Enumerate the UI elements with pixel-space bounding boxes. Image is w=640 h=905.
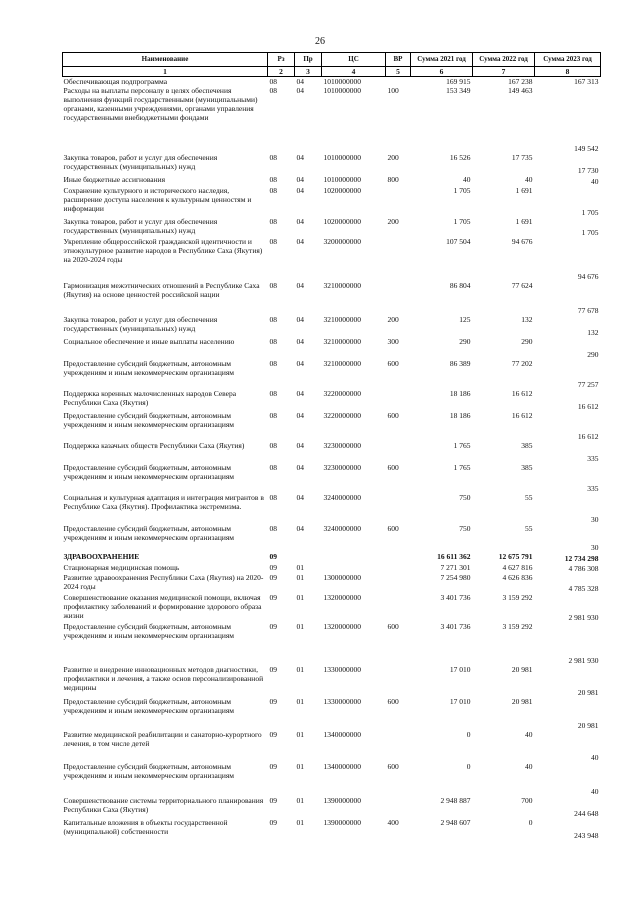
row-rz: 08 bbox=[269, 411, 277, 420]
row-vr: 600 bbox=[387, 359, 399, 368]
row-pr: 04 bbox=[296, 337, 304, 346]
row-sum-2021: 169 915 bbox=[446, 77, 471, 86]
row-cs: 1340000000 bbox=[323, 730, 361, 739]
row-sum-2022: 1 691 bbox=[515, 217, 533, 226]
row-sum-2022: 167 238 bbox=[508, 77, 533, 86]
row-name: Развитие здравоохранения Республики Саха (Якутия) на 2020-2024 годы bbox=[63, 573, 264, 591]
row-vr: 800 bbox=[387, 175, 399, 184]
row-vr: 600 bbox=[387, 524, 399, 533]
row-rz: 09 bbox=[269, 818, 277, 827]
row-vr bbox=[386, 563, 411, 573]
row-name: Развитие медицинской реабилитации и санаторно-курортного лечения, в том числе детей bbox=[63, 730, 262, 748]
row-sum-2023: 20 981 bbox=[577, 688, 599, 697]
row-rz: 09 bbox=[269, 563, 277, 572]
row-sum-2022: 4 627 816 bbox=[502, 563, 533, 572]
row-sum-2023: 132 bbox=[587, 328, 599, 337]
row-name: Социальное обеспечение и иные выплаты населению bbox=[63, 337, 235, 346]
table-row bbox=[63, 563, 601, 573]
row-sum-2023: 2 981 930 bbox=[568, 613, 599, 622]
row-sum-2022: 385 bbox=[521, 441, 533, 450]
row-sum-2022: 700 bbox=[521, 796, 533, 805]
row-rz: 09 bbox=[269, 762, 277, 771]
row-sum-2021: 86 804 bbox=[449, 281, 471, 290]
row-name: Поддержка коренных малочисленных народов Севера Республики Саха (Якутия) bbox=[63, 389, 237, 407]
row-cs: 1300000000 bbox=[323, 573, 361, 582]
row-pr: 01 bbox=[296, 796, 304, 805]
col-number: 2 bbox=[268, 67, 295, 77]
row-vr bbox=[386, 281, 411, 315]
row-sum-2023: 30 bbox=[591, 515, 599, 524]
row-sum-2023: 12 734 298 bbox=[564, 554, 599, 563]
row-pr: 01 bbox=[296, 573, 304, 582]
col-number: 7 bbox=[473, 67, 535, 77]
table-row bbox=[63, 552, 601, 563]
header-vr: ВР bbox=[386, 53, 411, 67]
row-vr: 400 bbox=[387, 818, 399, 827]
row-sum-2023: 167 313 bbox=[574, 77, 599, 86]
row-cs: 1340000000 bbox=[323, 762, 361, 771]
row-cs: 1390000000 bbox=[323, 796, 361, 805]
row-name: Предоставление субсидий бюджетным, автономным учреждениям и иным некоммерческим организациям bbox=[63, 762, 235, 780]
header-sum-2022: Сумма 2022 год bbox=[473, 53, 535, 67]
row-rz: 08 bbox=[269, 175, 277, 184]
row-cs: 3210000000 bbox=[323, 337, 361, 346]
row-name: Закупка товаров, работ и услуг для обеспечения государственных (муниципальных) нужд bbox=[63, 217, 218, 235]
row-pr: 01 bbox=[296, 665, 304, 674]
row-sum-2021: 16 611 362 bbox=[437, 552, 471, 561]
table-row bbox=[63, 86, 601, 153]
table-row bbox=[63, 524, 601, 552]
row-rz: 08 bbox=[269, 153, 277, 162]
row-rz: 09 bbox=[269, 552, 277, 561]
row-sum-2021: 2 948 887 bbox=[440, 796, 471, 805]
row-sum-2022: 17 735 bbox=[511, 153, 533, 162]
row-cs: 1020000000 bbox=[323, 217, 361, 226]
row-sum-2021: 40 bbox=[463, 175, 471, 184]
row-rz: 08 bbox=[269, 77, 277, 86]
row-sum-2022: 77 202 bbox=[511, 359, 533, 368]
row-sum-2021: 107 504 bbox=[446, 237, 471, 246]
col-number: 5 bbox=[386, 67, 411, 77]
row-cs: 3220000000 bbox=[323, 389, 361, 398]
row-name: ЗДРАВООХРАНЕНИЕ bbox=[63, 552, 140, 561]
table-row bbox=[63, 593, 601, 622]
row-sum-2022: 0 bbox=[528, 818, 533, 827]
table-row bbox=[63, 175, 601, 186]
header-sum-2021: Сумма 2021 год bbox=[411, 53, 473, 67]
table-row bbox=[63, 818, 601, 840]
row-vr bbox=[386, 552, 411, 563]
row-name: Поддержка казачьих обществ Республики Саха (Якутия) bbox=[63, 441, 245, 450]
table-row bbox=[63, 493, 601, 524]
row-cs: 1330000000 bbox=[323, 665, 361, 674]
row-pr: 04 bbox=[296, 281, 304, 290]
row-sum-2023: 243 948 bbox=[574, 831, 599, 840]
row-cs: 1320000000 bbox=[323, 593, 361, 602]
row-sum-2021: 17 010 bbox=[449, 697, 471, 706]
row-pr: 04 bbox=[296, 493, 304, 502]
row-sum-2021: 125 bbox=[459, 315, 471, 324]
row-name: Предоставление субсидий бюджетным, автономным учреждениям и иным некоммерческим организациям bbox=[63, 463, 235, 481]
row-sum-2023: 30 bbox=[591, 543, 599, 552]
row-sum-2022: 40 bbox=[525, 762, 533, 771]
row-pr: 04 bbox=[296, 86, 304, 95]
row-pr: 04 bbox=[296, 411, 304, 420]
table-row bbox=[63, 389, 601, 411]
row-sum-2022: 20 981 bbox=[511, 697, 533, 706]
table-row bbox=[63, 697, 601, 730]
row-vr bbox=[386, 573, 411, 593]
row-pr: 04 bbox=[296, 315, 304, 324]
row-sum-2022: 16 612 bbox=[511, 389, 533, 398]
row-sum-2022: 149 463 bbox=[508, 86, 533, 95]
row-vr bbox=[386, 665, 411, 697]
table-row bbox=[63, 217, 601, 237]
row-vr: 200 bbox=[387, 153, 399, 162]
row-cs: 3210000000 bbox=[323, 359, 361, 368]
row-cs: 3210000000 bbox=[323, 281, 361, 290]
row-name: Сохранение культурного и исторического наследия, расширение доступа населения к культурным ценностям и информации bbox=[63, 186, 252, 213]
table-body bbox=[63, 77, 601, 841]
row-cs: 3220000000 bbox=[323, 411, 361, 420]
row-vr bbox=[386, 186, 411, 217]
table-row bbox=[63, 359, 601, 389]
row-vr bbox=[386, 389, 411, 411]
row-pr: 01 bbox=[296, 697, 304, 706]
row-sum-2021: 3 401 736 bbox=[440, 622, 471, 631]
row-pr: 04 bbox=[296, 463, 304, 472]
row-pr: 04 bbox=[296, 153, 304, 162]
row-name: Расходы на выплаты персоналу в целях обеспечения выполнения функций государственными (муниципальными) органами, казенными учреждениями, органами управления государственными внебюджетными фондами bbox=[63, 86, 258, 122]
row-pr: 01 bbox=[296, 563, 304, 572]
row-vr bbox=[386, 237, 411, 281]
row-sum-2021: 18 186 bbox=[449, 389, 471, 398]
page-number: 26 bbox=[315, 36, 325, 47]
row-rz: 08 bbox=[269, 86, 277, 95]
row-name: Капитальные вложения в объекты государственной (муниципальной) собственности bbox=[63, 818, 228, 836]
row-sum-2022: 16 612 bbox=[511, 411, 533, 420]
row-rz: 08 bbox=[269, 186, 277, 195]
table-row bbox=[63, 337, 601, 359]
row-sum-2022: 94 676 bbox=[511, 237, 533, 246]
row-sum-2023: 335 bbox=[587, 484, 599, 493]
row-sum-2022: 1 691 bbox=[515, 186, 533, 195]
row-sum-2023: 1 705 bbox=[581, 228, 599, 237]
row-sum-2021: 0 bbox=[466, 762, 471, 771]
row-name: Укрепление общероссийской гражданской идентичности и этнокультурное развитие народов в Республике Саха (Якутия) на 2020-2024 годы bbox=[63, 237, 263, 264]
row-pr: 04 bbox=[296, 186, 304, 195]
row-pr: 04 bbox=[296, 77, 304, 86]
row-rz: 09 bbox=[269, 796, 277, 805]
row-cs: 3200000000 bbox=[323, 237, 361, 246]
row-sum-2022: 385 bbox=[521, 463, 533, 472]
row-cs: 1320000000 bbox=[323, 622, 361, 631]
table-row bbox=[63, 411, 601, 441]
table-row bbox=[63, 153, 601, 175]
row-vr bbox=[386, 493, 411, 524]
row-sum-2021: 153 349 bbox=[446, 86, 471, 95]
row-sum-2023: 40 bbox=[591, 787, 599, 796]
row-sum-2023: 244 648 bbox=[574, 809, 599, 818]
row-rz: 09 bbox=[269, 665, 277, 674]
row-pr: 04 bbox=[296, 237, 304, 246]
row-sum-2023: 335 bbox=[587, 454, 599, 463]
row-sum-2022: 40 bbox=[525, 175, 533, 184]
row-sum-2021: 17 010 bbox=[449, 665, 471, 674]
row-sum-2022: 12 675 791 bbox=[498, 552, 533, 561]
row-sum-2021: 7 254 980 bbox=[440, 573, 471, 582]
row-cs bbox=[322, 563, 386, 573]
table-row bbox=[63, 622, 601, 665]
row-vr bbox=[386, 77, 411, 87]
row-sum-2021: 2 948 607 bbox=[440, 818, 471, 827]
row-name: Предоставление субсидий бюджетным, автономным учреждениям и иным некоммерческим организациям bbox=[63, 697, 235, 715]
row-sum-2022: 3 159 292 bbox=[502, 593, 533, 602]
row-pr: 01 bbox=[296, 762, 304, 771]
row-cs: 1010000000 bbox=[323, 77, 361, 86]
row-sum-2021: 3 401 736 bbox=[440, 593, 471, 602]
row-sum-2023: 77 257 bbox=[577, 380, 599, 389]
row-rz: 08 bbox=[269, 217, 277, 226]
table-row bbox=[63, 441, 601, 463]
row-rz: 08 bbox=[269, 463, 277, 472]
row-pr: 01 bbox=[296, 818, 304, 827]
col-number: 1 bbox=[63, 67, 268, 77]
row-name: Закупка товаров, работ и услуг для обеспечения государственных (муниципальных) нужд bbox=[63, 153, 218, 171]
col-number: 4 bbox=[322, 67, 386, 77]
row-vr bbox=[386, 730, 411, 762]
row-sum-2022: 40 bbox=[525, 730, 533, 739]
row-cs: 3210000000 bbox=[323, 315, 361, 324]
row-sum-2021: 1 705 bbox=[453, 186, 471, 195]
row-sum-2023: 290 bbox=[587, 350, 599, 359]
row-name: Предоставление субсидий бюджетным, автономным учреждениям и иным некоммерческим организациям bbox=[63, 359, 235, 377]
row-name: Предоставление субсидий бюджетным, автономным учреждениям и иным некоммерческим организациям bbox=[63, 411, 235, 429]
table-row bbox=[63, 762, 601, 796]
row-name: Иные бюджетные ассигнования bbox=[63, 175, 166, 184]
row-sum-2022: 4 626 836 bbox=[502, 573, 533, 582]
row-sum-2021: 1 765 bbox=[453, 441, 471, 450]
row-cs: 1010000000 bbox=[323, 175, 361, 184]
row-rz: 09 bbox=[269, 573, 277, 582]
row-pr: 04 bbox=[296, 441, 304, 450]
row-sum-2023: 149 542 bbox=[574, 144, 599, 153]
row-vr: 600 bbox=[387, 411, 399, 420]
row-sum-2021: 0 bbox=[466, 730, 471, 739]
row-pr: 04 bbox=[296, 175, 304, 184]
row-sum-2021: 86 389 bbox=[449, 359, 471, 368]
row-sum-2023: 2 981 930 bbox=[568, 656, 599, 665]
row-rz: 08 bbox=[269, 315, 277, 324]
row-rz: 09 bbox=[269, 622, 277, 631]
row-cs: 3230000000 bbox=[323, 463, 361, 472]
row-sum-2023: 16 612 bbox=[577, 402, 599, 411]
header-row bbox=[63, 53, 601, 67]
budget-table bbox=[62, 52, 601, 840]
row-name: Развитие и внедрение инновационных методов диагностики, профилактики и лечения, а также основ персонализированной медицины bbox=[63, 665, 264, 692]
col-number: 6 bbox=[411, 67, 473, 77]
row-pr: 01 bbox=[296, 593, 304, 602]
table-row bbox=[63, 281, 601, 315]
table-row bbox=[63, 730, 601, 762]
row-rz: 08 bbox=[269, 441, 277, 450]
header-pr: Пр bbox=[295, 53, 322, 67]
row-sum-2023: 1 705 bbox=[581, 208, 599, 217]
header-cs: ЦС bbox=[322, 53, 386, 67]
row-cs: 1010000000 bbox=[323, 86, 361, 95]
row-sum-2022: 55 bbox=[525, 524, 533, 533]
row-vr: 600 bbox=[387, 463, 399, 472]
table-row bbox=[63, 665, 601, 697]
row-sum-2021: 7 271 301 bbox=[440, 563, 471, 572]
row-vr: 100 bbox=[387, 86, 399, 95]
row-vr bbox=[386, 441, 411, 463]
row-name: Совершенствование системы территориального планирования Республики Саха (Якутия) bbox=[63, 796, 264, 814]
row-sum-2022: 132 bbox=[521, 315, 533, 324]
row-pr: 04 bbox=[296, 524, 304, 533]
row-name: Закупка товаров, работ и услуг для обеспечения государственных (муниципальных) нужд bbox=[63, 315, 218, 333]
row-sum-2022: 290 bbox=[521, 337, 533, 346]
row-name: Социальная и культурная адаптация и интеграция мигрантов в Республике Саха (Якутия). Профилактика экстремизма. bbox=[63, 493, 264, 511]
row-vr: 200 bbox=[387, 217, 399, 226]
row-name: Предоставление субсидий бюджетным, автономным учреждениям и иным некоммерческим организациям bbox=[63, 524, 235, 542]
row-pr bbox=[295, 552, 322, 563]
row-sum-2022: 55 bbox=[525, 493, 533, 502]
row-name: Предоставление субсидий бюджетным, автономным учреждениям и иным некоммерческим организациям bbox=[63, 622, 235, 640]
row-vr bbox=[386, 796, 411, 818]
row-name: Гармонизация межэтнических отношений в Республике Саха (Якутия) на основе ценностей российской нации bbox=[63, 281, 260, 299]
row-name: Совершенствование оказания медицинской помощи, включая профилактику заболеваний и формирование здорового образа жизни bbox=[63, 593, 262, 620]
row-cs: 1390000000 bbox=[323, 818, 361, 827]
row-name: Обеспечивающая подпрограмма bbox=[63, 77, 168, 86]
row-cs: 1020000000 bbox=[323, 186, 361, 195]
table-row bbox=[63, 796, 601, 818]
row-rz: 08 bbox=[269, 337, 277, 346]
row-sum-2023: 16 612 bbox=[577, 432, 599, 441]
row-cs: 3230000000 bbox=[323, 441, 361, 450]
row-pr: 04 bbox=[296, 389, 304, 398]
row-rz: 08 bbox=[269, 281, 277, 290]
col-number: 8 bbox=[535, 67, 601, 77]
col-number: 3 bbox=[295, 67, 322, 77]
row-cs: 3240000000 bbox=[323, 493, 361, 502]
row-sum-2021: 1 765 bbox=[453, 463, 471, 472]
table-row bbox=[63, 463, 601, 493]
column-number-row bbox=[63, 67, 601, 77]
row-name: Стационарная медицинская помощь bbox=[63, 563, 180, 572]
row-vr: 200 bbox=[387, 315, 399, 324]
row-sum-2021: 750 bbox=[459, 493, 471, 502]
row-sum-2023: 77 678 bbox=[577, 306, 599, 315]
row-vr: 300 bbox=[387, 337, 399, 346]
row-cs bbox=[322, 552, 386, 563]
row-rz: 08 bbox=[269, 359, 277, 368]
table-row bbox=[63, 77, 601, 87]
table-row bbox=[63, 237, 601, 281]
row-rz: 08 bbox=[269, 389, 277, 398]
row-rz: 09 bbox=[269, 593, 277, 602]
row-rz: 08 bbox=[269, 237, 277, 246]
row-sum-2023: 4 785 328 bbox=[568, 584, 599, 593]
row-vr bbox=[386, 593, 411, 622]
row-rz: 09 bbox=[269, 730, 277, 739]
header-name: Наименование bbox=[63, 53, 268, 67]
row-sum-2021: 1 705 bbox=[453, 217, 471, 226]
row-sum-2021: 290 bbox=[459, 337, 471, 346]
row-sum-2023: 40 bbox=[591, 177, 599, 186]
row-sum-2021: 18 186 bbox=[449, 411, 471, 420]
row-sum-2021: 16 526 bbox=[449, 153, 471, 162]
row-vr: 600 bbox=[387, 622, 399, 631]
row-pr: 04 bbox=[296, 359, 304, 368]
row-vr: 600 bbox=[387, 697, 399, 706]
row-sum-2023: 20 981 bbox=[577, 721, 599, 730]
row-sum-2022: 3 159 292 bbox=[502, 622, 533, 631]
row-sum-2023: 17 730 bbox=[577, 166, 599, 175]
row-rz: 08 bbox=[269, 524, 277, 533]
row-sum-2022: 77 624 bbox=[511, 281, 533, 290]
row-pr: 04 bbox=[296, 217, 304, 226]
table-row bbox=[63, 315, 601, 337]
header-sum-2023: Сумма 2023 год bbox=[535, 53, 601, 67]
table-row bbox=[63, 573, 601, 593]
row-vr: 600 bbox=[387, 762, 399, 771]
row-pr: 01 bbox=[296, 622, 304, 631]
row-sum-2022: 20 981 bbox=[511, 665, 533, 674]
row-sum-2023: 94 676 bbox=[577, 272, 599, 281]
row-pr: 01 bbox=[296, 730, 304, 739]
row-sum-2023: 40 bbox=[591, 753, 599, 762]
row-cs: 1330000000 bbox=[323, 697, 361, 706]
row-cs: 1010000000 bbox=[323, 153, 361, 162]
row-sum-2021: 750 bbox=[459, 524, 471, 533]
header-rz: Рз bbox=[268, 53, 295, 67]
row-rz: 08 bbox=[269, 493, 277, 502]
row-rz: 09 bbox=[269, 697, 277, 706]
table-row bbox=[63, 186, 601, 217]
row-cs: 3240000000 bbox=[323, 524, 361, 533]
row-sum-2023: 4 786 308 bbox=[568, 564, 599, 573]
